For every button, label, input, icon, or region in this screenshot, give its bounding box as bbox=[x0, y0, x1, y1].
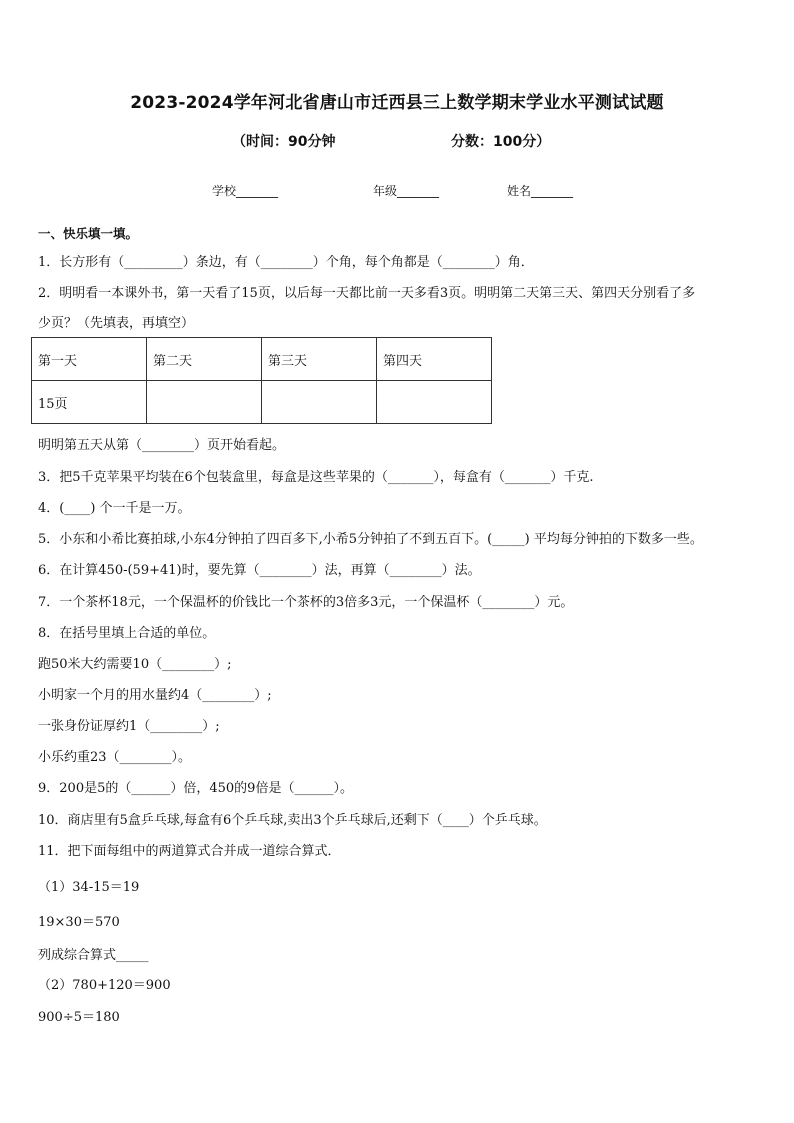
table-row bbox=[32, 381, 492, 424]
question-4: 4．(____) 个一千是一万。 bbox=[38, 501, 191, 516]
question-10: 10．商店里有5盒乒乓球,每盒有6个乒乓球,卖出3个乒乓球后,还剩下（____）个乒乓球。 bbox=[38, 813, 547, 828]
table-cell: 15页 bbox=[32, 381, 147, 424]
question-1: 1．长方形有（_________）条边，有（________）个角，每个角都是（________）角． bbox=[38, 255, 534, 270]
exam-score: 分数：100分） bbox=[451, 134, 551, 150]
question-8-item-d: 小乐约重23（________）。 bbox=[38, 750, 192, 765]
question-8: 8．在括号里填上合适的单位。 bbox=[38, 626, 216, 641]
question-11-part-1-answer: 列成综合算式_____ bbox=[38, 948, 149, 963]
table-header-row bbox=[32, 338, 492, 381]
name-field[interactable]: 姓名_______ bbox=[507, 184, 574, 198]
grade-field[interactable]: 年级_______ bbox=[373, 184, 440, 198]
question-8-item-b: 小明家一个月的用水量约4（________）; bbox=[38, 688, 272, 703]
reading-days-table bbox=[31, 337, 492, 424]
question-11: 11．把下面每组中的两道算式合并成一道综合算式． bbox=[38, 844, 341, 859]
table-cell-blank[interactable] bbox=[377, 381, 492, 424]
table-cell-blank[interactable] bbox=[147, 381, 262, 424]
school-field[interactable]: 学校_______ bbox=[212, 184, 279, 198]
question-2-line-2: 少页？（先填表，再填空） bbox=[38, 316, 195, 331]
question-8-item-a: 跑50米大约需要10（________）; bbox=[38, 657, 232, 672]
question-11-part-2-a: （2）780+120＝900 bbox=[38, 978, 171, 993]
question-3: 3．把5千克苹果平均装在6个包装盒里，每盒是这些苹果的（_______），每盒有（_______）千克. bbox=[38, 470, 594, 485]
table-header-cell: 第四天 bbox=[377, 338, 492, 381]
question-8-item-c: 一张身份证厚约1（________）; bbox=[38, 719, 220, 734]
question-7: 7．一个茶杯18元，一个保温杯的价钱比一个茶杯的3倍多3元，一个保温杯（________）元。 bbox=[38, 595, 574, 610]
question-2-line-1: 2．明明看一本课外书，第一天看了15页，以后每一天都比前一天多看3页。明明第二天第三天、第四天分别看了多 bbox=[38, 286, 696, 301]
question-2-followup: 明明第五天从第（________）页开始看起。 bbox=[38, 438, 286, 453]
table-header-cell: 第二天 bbox=[147, 338, 262, 381]
question-11-part-1-b: 19×30＝570 bbox=[38, 915, 120, 930]
question-5: 5．小东和小希比赛拍球,小东4分钟拍了四百多下,小希5分钟拍了不到五百下。(_____) 平均每分钟拍的下数多一些。 bbox=[38, 532, 703, 547]
question-11-part-2-b: 900÷5＝180 bbox=[38, 1010, 120, 1025]
exam-time: （时间：90分钟 bbox=[232, 134, 336, 150]
page-title: 2023-2024学年河北省唐山市迁西县三上数学期末学业水平测试试题 bbox=[130, 93, 664, 113]
question-9: 9．200是5的（______）倍，450的9倍是（______）。 bbox=[38, 781, 353, 796]
question-6: 6．在计算450-(59+41)时，要先算（________）法，再算（________）法。 bbox=[38, 563, 481, 578]
table-cell-blank[interactable] bbox=[262, 381, 377, 424]
table-header-cell: 第一天 bbox=[32, 338, 147, 381]
section-heading: 一、快乐填一填。 bbox=[38, 226, 139, 241]
table-header-cell: 第三天 bbox=[262, 338, 377, 381]
question-11-part-1-a: （1）34-15＝19 bbox=[38, 880, 140, 895]
